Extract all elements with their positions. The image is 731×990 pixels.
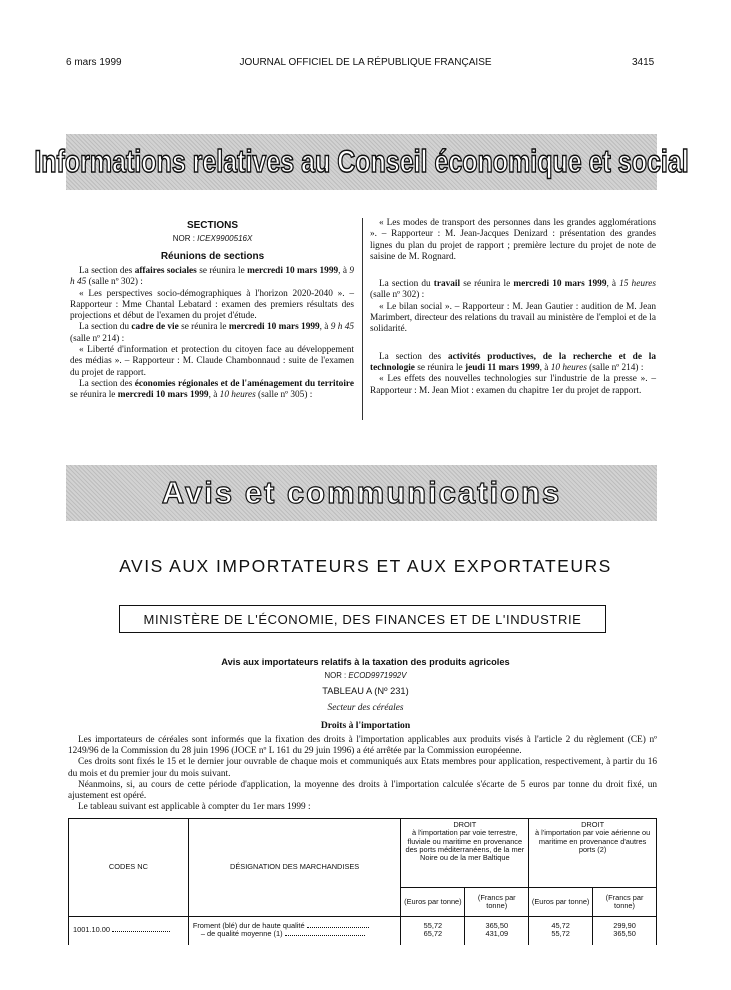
unit-euros: (Euros par tonne) [401,888,465,917]
table-header-row [69,819,657,888]
paragraph: Ces droits sont fixés le 15 et le dernier jour ouvrable de chaque mois et communiqués aux Etats membres pour application, respectivement, à partir du 16 du mois et du premier jour du mois suivant. [68,757,657,779]
header-date: 6 mars 1999 [66,57,122,68]
banner-ces-title: Informations relatives au Conseil économique et social [34,143,689,179]
paragraph: « Le bilan social ». – Rapporteur : M. Jean Gautier : audition de M. Jean Marimbert, directeur des relations du travail au ministère de l'emploi et de la solidarité. [370,301,656,335]
sector-label: Secteur des céréales [327,703,404,713]
ministry-title: MINISTÈRE DE L'ÉCONOMIE, DES FINANCES ET DE L'INDUSTRIE [143,611,582,627]
paragraph: Le tableau suivant est applicable à compter du 1er mars 1999 : [78,802,311,813]
ministry-box [119,605,606,633]
avis-heading: AVIS AUX IMPORTATEURS ET AUX EXPORTATEURS [119,556,612,576]
avis-title: Avis aux importateurs relatifs à la taxation des produits agricoles [221,657,510,667]
unit-euros: (Euros par tonne) [529,888,593,917]
paragraph: La section des activités productives, de la recherche et de la technologie se réunira le jeudi 11 mars 1999, à 10 heures (salle nº 214) : [370,351,656,373]
column-divider [362,218,363,420]
avis-nor [0,671,731,680]
table-title: TABLEAU A (Nº 231) [322,686,409,696]
sections-nor [70,234,355,243]
nor-label: NOR : [324,671,347,680]
cell-francs-2: 299,90 365,50 [593,917,657,945]
paragraph: « Les effets des nouvelles technologies sur l'industrie de la presse ». – Rapporteur : M. Jean Miot : examen du chapitre 1er du projet de rapport. [370,374,656,396]
banner-avis [66,465,657,521]
cell-francs-1: 365,50 431,09 [465,917,529,945]
paragraph: « Les perspectives socio-démographiques à l'horizon 2020-2040 ». – Rapporteur : Mme Chantal Lebatard : examen des premiers résultats des projections et début de l'examen du projet d'étude. [70,288,354,322]
sections-left-column [70,266,354,402]
sections-title: SECTIONS [186,220,239,231]
cell-euros-1: 55,72 65,72 [401,917,465,945]
droits-heading: Droits à l'importation [320,720,411,731]
nor-code: ECOD9971992V [348,671,407,680]
paragraph: « Liberté d'information et protection du citoyen face au développement des médias ». – Rapporteur : M. Claude Chambonnaud : suite de l'examen du projet de rapport. [70,345,354,378]
nor-label: NOR : [172,234,195,243]
sections-right-column [370,218,656,397]
paragraph: La section du cadre de vie se réunira le mercredi 10 mars 1999, à 9 h 45 (salle nº 214) : [70,322,354,344]
paragraph: La section des affaires sociales se réunira le mercredi 10 mars 1999, à 9 h 45 (salle nº 302) : [70,266,355,288]
cell-designation: Froment (blé) dur de haute qualité – de qualité moyenne (1) [188,917,401,945]
paragraph: Les importateurs de céréales sont informés que la fixation des droits à l'importation applicables aux produits visés à l'article 2 du règlement (CE) nº 1249/96 de la Commission du 28 juin 1996 (JOCE nº L 161 du 29 juin 1996) a été arrêtée par la Commission européenne. [68,735,657,757]
header-designation: DÉSIGNATION DES MARCHANDISES [188,819,401,917]
header-droit-ports: DROIT à l'importation par voie terrestre, fluviale ou maritime en provenance des ports méditerranéens, de la mer Noire ou de la mer Baltique [401,819,529,888]
cell-euros-2: 45,72 55,72 [529,917,593,945]
sections-subtitle: Réunions de sections [160,251,265,262]
header-page-number: 3415 [632,57,655,68]
avis-body [68,735,657,813]
paragraph: Néanmoins, si, au cours de cette période d'application, la moyenne des droits à l'importation calculée s'écarte de 5 euros par tonne du droit fixé, un ajustement est opéré. [68,779,657,802]
banner-ces [34,134,689,190]
unit-francs: (Francs par tonne) [465,888,529,917]
header-journal: JOURNAL OFFICIEL DE LA RÉPUBLIQUE FRANÇAISE [239,57,492,68]
banner-avis-title: Avis et communications [161,475,562,510]
paragraph: La section des économies régionales et de l'aménagement du territoire se réunira le mercredi 10 mars 1999, à 10 heures (salle nº 305) : [70,378,354,401]
unit-francs: (Francs par tonne) [593,888,657,917]
header-droit-autres: DROIT à l'importation par voie aérienne ou maritime en provenance d'autres ports (2) [529,819,657,888]
paragraph: « Les modes de transport des personnes dans les grandes agglomérations ». – Rapporteur : M. Jean-Jacques Denizard : présentation des grandes lignes du plan du projet de rapport ; première lecture du projet de note de saisine de M. Rognard. [370,218,656,262]
cell-code: 1001.10.00 [69,917,189,945]
tariff-table [68,818,657,945]
table-row [69,917,657,945]
paragraph: La section du travail se réunira le mercredi 10 mars 1999, à 15 heures (salle nº 302) : [370,279,657,301]
header-codes: CODES NC [69,819,189,917]
nor-code: ICEX9900516X [197,234,253,243]
